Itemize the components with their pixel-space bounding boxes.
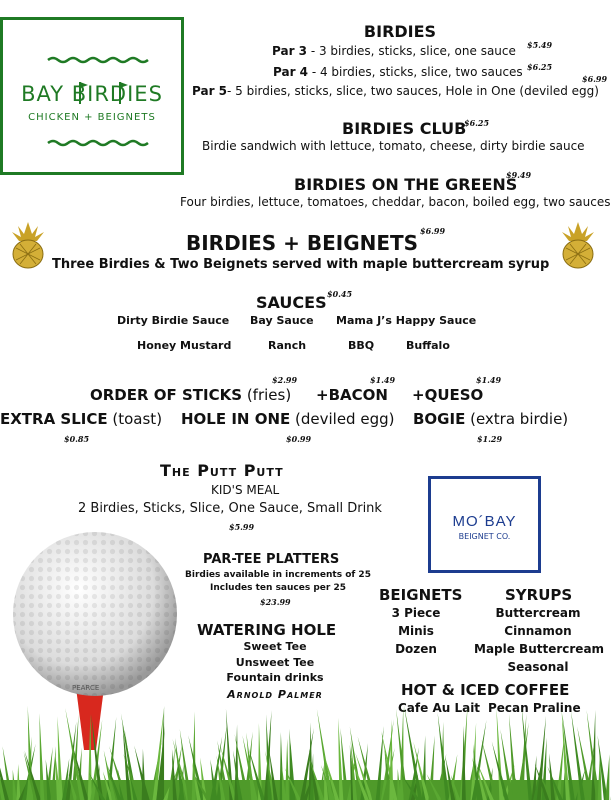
item-desc: - 4 birdies, sticks, slice, two sauces bbox=[308, 65, 523, 79]
club-title: BIRDIES CLUB bbox=[342, 119, 467, 138]
item-label: Par 4 bbox=[273, 65, 309, 79]
greens-desc: Four birdies, lettuce, tomatoes, cheddar, bacon, boiled egg, two sauces bbox=[180, 195, 611, 209]
extra-hole-in-one bbox=[181, 410, 394, 428]
drink-item: Fountain drinks bbox=[226, 671, 324, 684]
price-hole: $0.99 bbox=[286, 434, 312, 444]
extra-name: ORDER OF STICKS bbox=[90, 386, 243, 404]
mobay-name: MO´BAY bbox=[452, 513, 517, 530]
price-par3: $5.49 bbox=[527, 40, 553, 50]
extra-note: (deviled egg) bbox=[290, 410, 395, 428]
price-bogie: $1.29 bbox=[477, 434, 503, 444]
price-club: $6.25 bbox=[464, 118, 490, 128]
coffee-title: HOT & ICED COFFEE bbox=[401, 681, 570, 699]
price-bacon: $1.49 bbox=[370, 375, 396, 385]
sauce-item: Ranch bbox=[268, 339, 307, 352]
syrup-item: Cinnamon bbox=[504, 624, 572, 638]
sauce-item: Mama J’s Happy Sauce bbox=[336, 314, 477, 327]
watering-title: WATERING HOLE bbox=[197, 621, 337, 639]
grass-blade bbox=[285, 738, 289, 800]
logo-subtitle: CHICKEN + BEIGNETS bbox=[28, 112, 156, 123]
syrup-item: Seasonal bbox=[507, 660, 569, 674]
drink-item: Sweet Tee bbox=[243, 640, 307, 653]
drink-item: Unsweet Tee bbox=[235, 656, 315, 669]
extra-name: EXTRA SLICE bbox=[0, 410, 108, 428]
grass-blade bbox=[88, 714, 92, 800]
grass-decoration bbox=[0, 700, 600, 800]
syrups-title: SYRUPS bbox=[505, 586, 573, 604]
mobay-subtitle: BEIGNET CO. bbox=[458, 532, 511, 541]
extra-queso: +QUESO bbox=[412, 386, 484, 404]
extra-note: (extra birdie) bbox=[465, 410, 569, 428]
sauce-item: BBQ bbox=[348, 339, 375, 352]
extra-name: HOLE IN ONE bbox=[181, 410, 291, 428]
extra-name: BOGIE bbox=[413, 410, 466, 428]
menu-item-par5 bbox=[192, 84, 599, 98]
extra-note: (toast) bbox=[107, 410, 163, 428]
extra-note: (fries) bbox=[242, 386, 292, 404]
combo-title: BIRDIES + BEIGNETS bbox=[186, 231, 419, 255]
beignet-item: Minis bbox=[398, 624, 434, 638]
drink-special: Arnold Palmer bbox=[227, 688, 323, 701]
extra-slice bbox=[0, 410, 162, 428]
beignet-item: Dozen bbox=[395, 642, 437, 656]
putt-title: The Putt Putt bbox=[160, 461, 284, 480]
price-queso: $1.49 bbox=[476, 375, 502, 385]
item-desc: - 5 birdies, sticks, slice, two sauces, Hole in One (deviled egg) bbox=[227, 84, 599, 98]
bay-birdies-logo bbox=[0, 17, 184, 175]
item-label: Par 5 bbox=[192, 84, 228, 98]
platters-line1: Birdies available in increments of 25 bbox=[185, 570, 371, 580]
grass-blade bbox=[160, 706, 164, 800]
sauce-item: Honey Mustard bbox=[137, 339, 232, 352]
birdies-title: BIRDIES bbox=[363, 22, 437, 41]
item-desc: - 3 birdies, sticks, slice, one sauce bbox=[307, 44, 516, 58]
greens-title: BIRDIES ON THE GREENS bbox=[294, 175, 518, 194]
sauce-item: Buffalo bbox=[406, 339, 450, 352]
gold-pineapple-icon bbox=[558, 220, 598, 270]
price-sticks: $2.99 bbox=[272, 375, 298, 385]
sauces-title: SAUCES bbox=[256, 293, 327, 312]
mobay-logo bbox=[428, 476, 541, 573]
syrup-item: Buttercream bbox=[495, 606, 581, 620]
price-combo: $6.99 bbox=[420, 226, 446, 236]
combo-desc: Three Birdies & Two Beignets served with maple buttercream syrup bbox=[52, 257, 550, 272]
menu-item-par3 bbox=[272, 44, 516, 58]
extra-sticks bbox=[90, 386, 291, 404]
extra-bacon: +BACON bbox=[316, 386, 388, 404]
price-sauces: $0.45 bbox=[327, 289, 353, 299]
club-desc: Birdie sandwich with lettuce, tomato, cheese, dirty birdie sauce bbox=[202, 139, 585, 153]
putt-subtitle: KID'S MEAL bbox=[211, 483, 280, 497]
sauce-item: Bay Sauce bbox=[250, 314, 314, 327]
putt-desc: 2 Birdies, Sticks, Slice, One Sauce, Small Drink bbox=[78, 501, 382, 516]
item-label: Par 3 bbox=[272, 44, 308, 58]
price-par5: $6.99 bbox=[582, 74, 608, 84]
ball-text: PEARCE bbox=[72, 684, 100, 692]
syrup-item: Maple Buttercream bbox=[474, 642, 605, 656]
menu-item-par4 bbox=[273, 65, 523, 79]
gold-pineapple-icon bbox=[8, 220, 48, 270]
price-platters: $23.99 bbox=[260, 597, 291, 607]
coffee-item: Cafe Au Lait bbox=[398, 701, 481, 715]
price-putt: $5.99 bbox=[229, 522, 255, 532]
beignet-item: 3 Piece bbox=[391, 606, 441, 620]
logo-name: BAY BIRDIES bbox=[21, 82, 163, 106]
extra-bogie bbox=[413, 410, 568, 428]
platters-title: PAR-TEE PLATTERS bbox=[203, 552, 340, 567]
price-par4: $6.25 bbox=[527, 62, 553, 72]
coffee-item: Pecan Praline bbox=[488, 701, 581, 715]
sauce-item: Dirty Birdie Sauce bbox=[117, 314, 230, 327]
beignets-title: BEIGNETS bbox=[379, 586, 463, 604]
platters-line2: Includes ten sauces per 25 bbox=[210, 583, 346, 593]
grass-blade bbox=[605, 754, 609, 800]
price-greens: $9.49 bbox=[506, 170, 532, 180]
price-slice: $0.85 bbox=[64, 434, 90, 444]
